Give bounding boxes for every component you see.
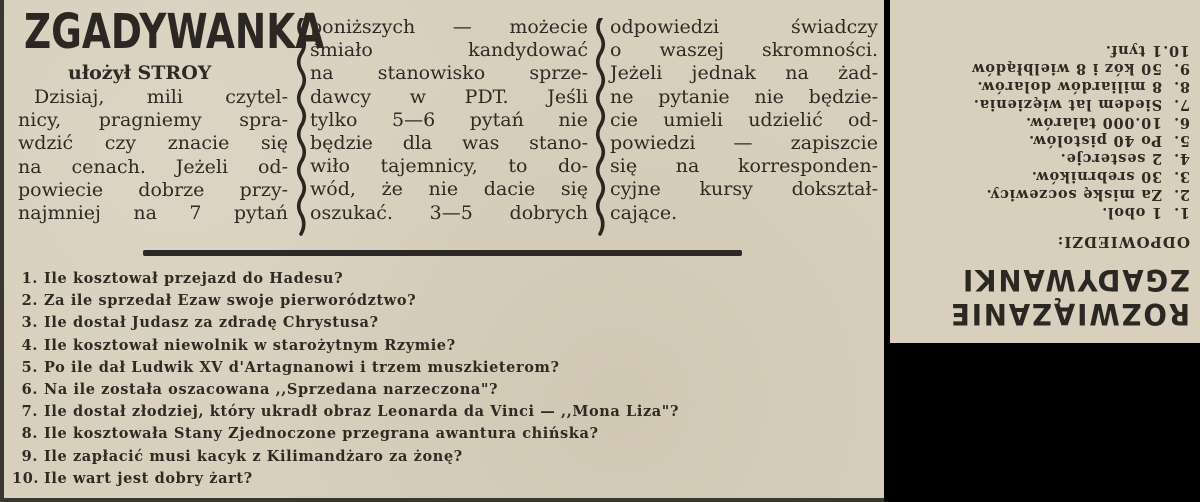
question-list <box>12 268 872 490</box>
answer-text: 1 tynf. <box>1104 42 1163 59</box>
text-line: będzie dla was stano- <box>310 132 588 155</box>
answer-item <box>971 95 1190 113</box>
answer-number: 5. <box>1173 132 1190 149</box>
question-number: 9. <box>21 447 38 465</box>
question-item <box>12 423 872 445</box>
text-line: ne pytanie nie będzie- <box>610 85 878 108</box>
text-line: cające. <box>610 201 678 224</box>
question-text: Ile kosztował przejazd do Hadesu? <box>44 270 344 287</box>
wavy-bracket-icon <box>295 18 307 236</box>
text-line: śmiało kandydować <box>310 39 588 62</box>
question-item <box>12 290 872 312</box>
answer-item <box>971 113 1190 131</box>
answer-item <box>971 77 1190 95</box>
text-line: Jeżeli jednak na żad- <box>610 62 878 85</box>
text-line: najmniej na 7 pytań <box>18 202 288 225</box>
text-line: nicy, pragniemy spra- <box>18 109 288 132</box>
text-line: się na korresponden- <box>610 155 878 178</box>
text-line: odpowiedzi świadczy <box>610 16 878 38</box>
question-number: 3. <box>21 314 38 332</box>
text-line: na cenach. Jeżeli od- <box>18 155 288 178</box>
text-line: wód, że nie dacie się <box>310 178 588 201</box>
answer-number: 4. <box>1173 150 1190 167</box>
answer-list <box>971 41 1190 221</box>
bottom-border <box>0 498 884 502</box>
answer-item <box>971 41 1190 59</box>
question-number: 1. <box>21 270 38 287</box>
solution-box-rotated <box>890 0 1200 343</box>
question-item <box>12 468 872 490</box>
question-item <box>12 312 872 334</box>
answer-item <box>971 59 1190 77</box>
answer-number: 2. <box>1173 186 1190 203</box>
question-item <box>12 401 872 423</box>
text-line: powiecie dobrze przy- <box>18 178 288 201</box>
question-number: 2. <box>21 292 38 310</box>
answer-text: Siedem lat więzienia. <box>973 96 1163 113</box>
answer-number: 6. <box>1173 114 1190 131</box>
answer-number: 1. <box>1173 204 1190 221</box>
question-text: Na ile została oszacowana ,,Sprzedana narzeczona"? <box>44 381 499 399</box>
question-text: Po ile dał Ludwik XV d'Artagnanowi i trzem muszkieterom? <box>44 358 560 376</box>
question-item <box>12 379 872 401</box>
solution-title-line-2: ZGADYWANKI <box>961 263 1190 297</box>
answer-text: 8 miliardów dolarów. <box>976 78 1163 95</box>
question-text: Ile kosztował niewolnik w starożytnym Rzymie? <box>44 336 456 354</box>
text-line: dawcy w PDT. Jeśli <box>310 85 588 108</box>
question-item <box>12 335 872 357</box>
answer-item <box>971 185 1190 203</box>
question-number: 8. <box>21 425 38 443</box>
left-border <box>0 0 4 502</box>
answer-number: 3. <box>1173 168 1190 185</box>
text-line: wdzić czy znacie się <box>18 132 288 155</box>
answer-text: 50 kóz i 8 wielbłądów <box>971 60 1163 77</box>
answer-text: 2 sestercje. <box>1059 150 1163 167</box>
text-line: powiedzi — zapiszcie <box>610 132 878 155</box>
text-line: cyjne kursy dokształ- <box>610 178 878 201</box>
answer-text: 10.000 talarów. <box>1025 114 1163 131</box>
solution-title-line-1: ROZWIĄZANIE <box>949 297 1190 331</box>
answer-number: 9. <box>1173 60 1190 77</box>
question-item <box>12 357 872 379</box>
question-number: 10. <box>12 469 40 487</box>
question-text: Ile wart jest dobry żart? <box>44 469 253 487</box>
text-line: tylko 5—6 pytań nie <box>310 108 588 131</box>
answer-number: 8. <box>1173 78 1190 95</box>
text-line: Dzisiaj, mili czytel- <box>34 86 288 108</box>
text-line: o waszej skromności. <box>610 39 878 62</box>
answers-heading: ODPOWIEDZI: <box>1056 233 1190 251</box>
answer-text: 1 obol. <box>1101 204 1163 221</box>
intro-column-2 <box>310 16 588 225</box>
question-number: 5. <box>21 358 38 376</box>
author-line: ułożył STROY <box>68 62 212 84</box>
text-line: wiło tajemnicy, to do- <box>310 155 588 178</box>
solution-title <box>949 263 1190 331</box>
text-line: na stanowisko sprze- <box>310 62 588 85</box>
solution-box <box>890 0 1200 343</box>
question-number: 4. <box>21 336 38 354</box>
wavy-bracket-icon <box>594 18 606 236</box>
question-text: Ile zapłacić musi kacyk z Kilimandżaro za żonę? <box>44 447 463 465</box>
intro-column-3 <box>610 16 878 225</box>
intro-column-1 <box>18 86 288 225</box>
question-text: Za ile sprzedał Ezaw swoje pierworództwo? <box>44 292 417 310</box>
text-line: oszukać. 3—5 dobrych <box>310 201 588 224</box>
answer-item <box>971 131 1190 149</box>
answer-number: 10. <box>1162 42 1190 59</box>
question-number: 7. <box>21 403 38 421</box>
question-number: 6. <box>21 381 38 399</box>
answer-text: 30 srebrników. <box>1031 168 1163 185</box>
question-text: Ile dostał złodziej, który ukradł obraz Leonarda da Vinci — ,,Mona Liza"? <box>44 403 680 421</box>
article-title: ZGADYWANKA <box>24 4 325 60</box>
answer-item <box>971 149 1190 167</box>
question-text: Ile kosztowała Stany Zjednoczone przegrana awantura chińska? <box>44 425 599 443</box>
question-text: Ile dostał Judasz za zdradę Chrystusa? <box>44 314 379 332</box>
question-item <box>12 446 872 468</box>
section-divider <box>143 250 742 256</box>
answer-text: Za miskę soczewicy. <box>985 186 1163 203</box>
text-line: poniższych — możecie <box>310 16 588 38</box>
answer-item <box>971 203 1190 221</box>
answer-text: Po 40 pistolów. <box>1028 132 1163 149</box>
text-line: cie umieli udzielić od- <box>610 108 878 131</box>
question-item <box>12 268 872 290</box>
answer-number: 7. <box>1173 96 1190 113</box>
answer-item <box>971 167 1190 185</box>
